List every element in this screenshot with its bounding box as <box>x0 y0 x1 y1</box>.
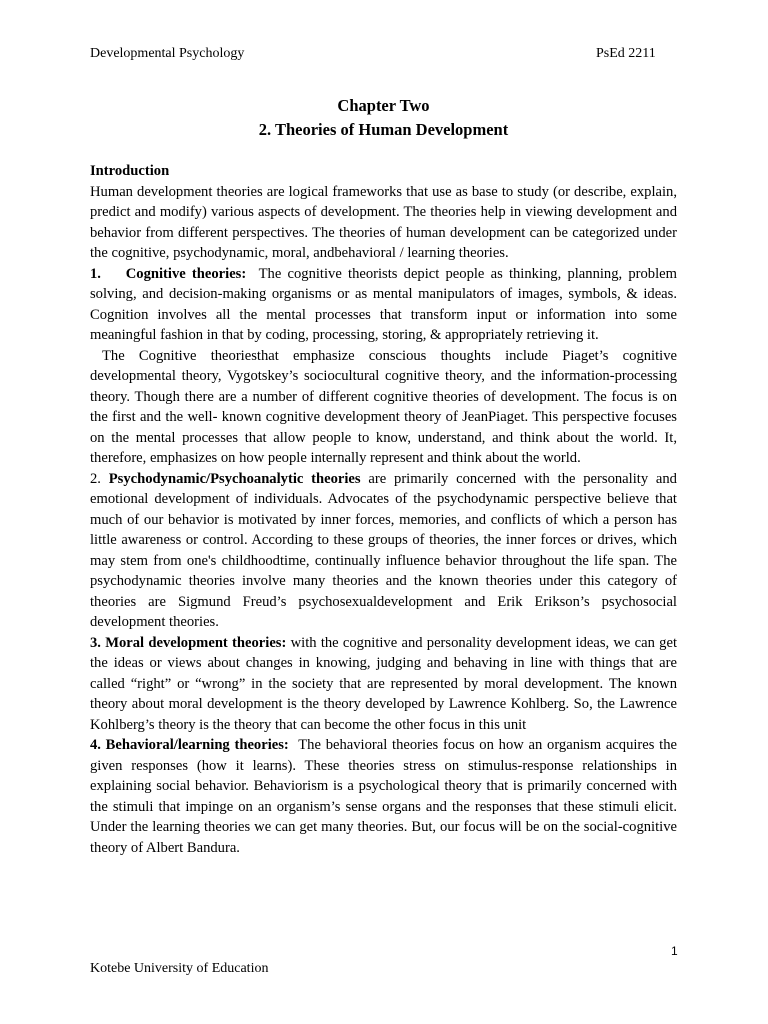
cognitive-paragraph <box>90 264 677 346</box>
header-course-code: PsEd 2211 <box>596 46 656 61</box>
page-number: 1 <box>671 944 678 958</box>
document-body <box>90 161 677 858</box>
chapter-number: Chapter Two <box>337 96 430 115</box>
behavioral-title: 4. Behavioral/learning theories: <box>90 737 289 753</box>
psychodynamic-title: Psychodynamic/Psychoanalytic theories <box>108 470 361 487</box>
introduction-heading: Introduction <box>90 163 170 179</box>
cognitive-paragraph-2: The Cognitive theoriesthat emphasize conscious thoughts include Piaget’s cognitive developmental theory, Vygotskey’s sociocultural cognitive theory, and the information-processing theory. Though there are a number of different cognitive theories of development. The focus is on the first and the well- known cognitive development theory of JeanPiaget. This perspective focuses on the mental processes that allow people to know, understand, and think about the world. It, therefore, emphasizes on how people internally represent and think about the world. <box>90 347 677 466</box>
moral-text: with the cognitive and personality development ideas, we can get the ideas or views about changes in knowing, judging and behaving in line with things that are called “right” or “wrong” in the society that are represented by moral development. The known theory about moral development is the theory developed by Lawrence Kohlberg. So, the Lawrence Kohlberg’s theory is the theory that can become the other focus in this unit <box>90 634 677 733</box>
moral-title: 3. Moral development theories: <box>90 634 287 651</box>
cognitive-title: Cognitive theories: <box>125 265 247 282</box>
chapter-heading <box>90 94 677 142</box>
behavioral-text: The behavioral theories focus on how an organism acquires the given responses (how it learns). These theories stress on stimulus-response relationships in explaining social behavior. Behaviorism is a psychological theory that is primarily concerned with the stimuli that impinge on an organism’s sense organs and the responses that these stimuli elicit. Under the learning theories we can get many theories. But, our focus will be on the social-cognitive theory of Albert Bandura. <box>90 737 678 856</box>
chapter-title: 2. Theories of Human Development <box>258 120 509 139</box>
header-course-title: Developmental Psychology <box>90 46 245 61</box>
footer-institution: Kotebe University of Education <box>90 961 269 976</box>
cognitive-number: 1. <box>90 265 101 282</box>
psychodynamic-number: 2. <box>90 470 101 487</box>
introduction-paragraph: Human development theories are logical frameworks that use as base to study (or describe, explain, predict and modify) various aspects of development. The theories help in viewing development and behavior from different perspectives. The theories of human development can be categorized under the cognitive, psychodynamic, moral, andbehavioral / learning theories. <box>90 183 677 261</box>
cognitive-text: The cognitive theorists depict people as thinking, planning, problem solving, and decision-making organisms or as mental manipulators of images, symbols, & ideas. Cognition involves all the mental processes that transform input or information into some meaningful fashion in that by coding, processing, storing, & appropriately retrieving it. <box>90 265 677 343</box>
moral-paragraph <box>90 633 677 736</box>
behavioral-paragraph <box>90 735 677 858</box>
psychodynamic-paragraph <box>90 469 677 633</box>
psychodynamic-text: are primarily concerned with the personality and emotional development of individuals. Advocates of the psychodynamic perspective believe that much of our behavior is motivated by inner forces, memories, and conflicts of which a person has little awareness or control. According to these groups of theories, the inner forces or drives, which may stem from one's childhoodtime, continually influence behavior throughout the life span. The psychodynamic theories involve many theories and the known theories under this category of theories are Sigmund Freud’s psychosexualdevelopment and Erik Erikson’s psychosocial development theories. <box>90 470 677 630</box>
